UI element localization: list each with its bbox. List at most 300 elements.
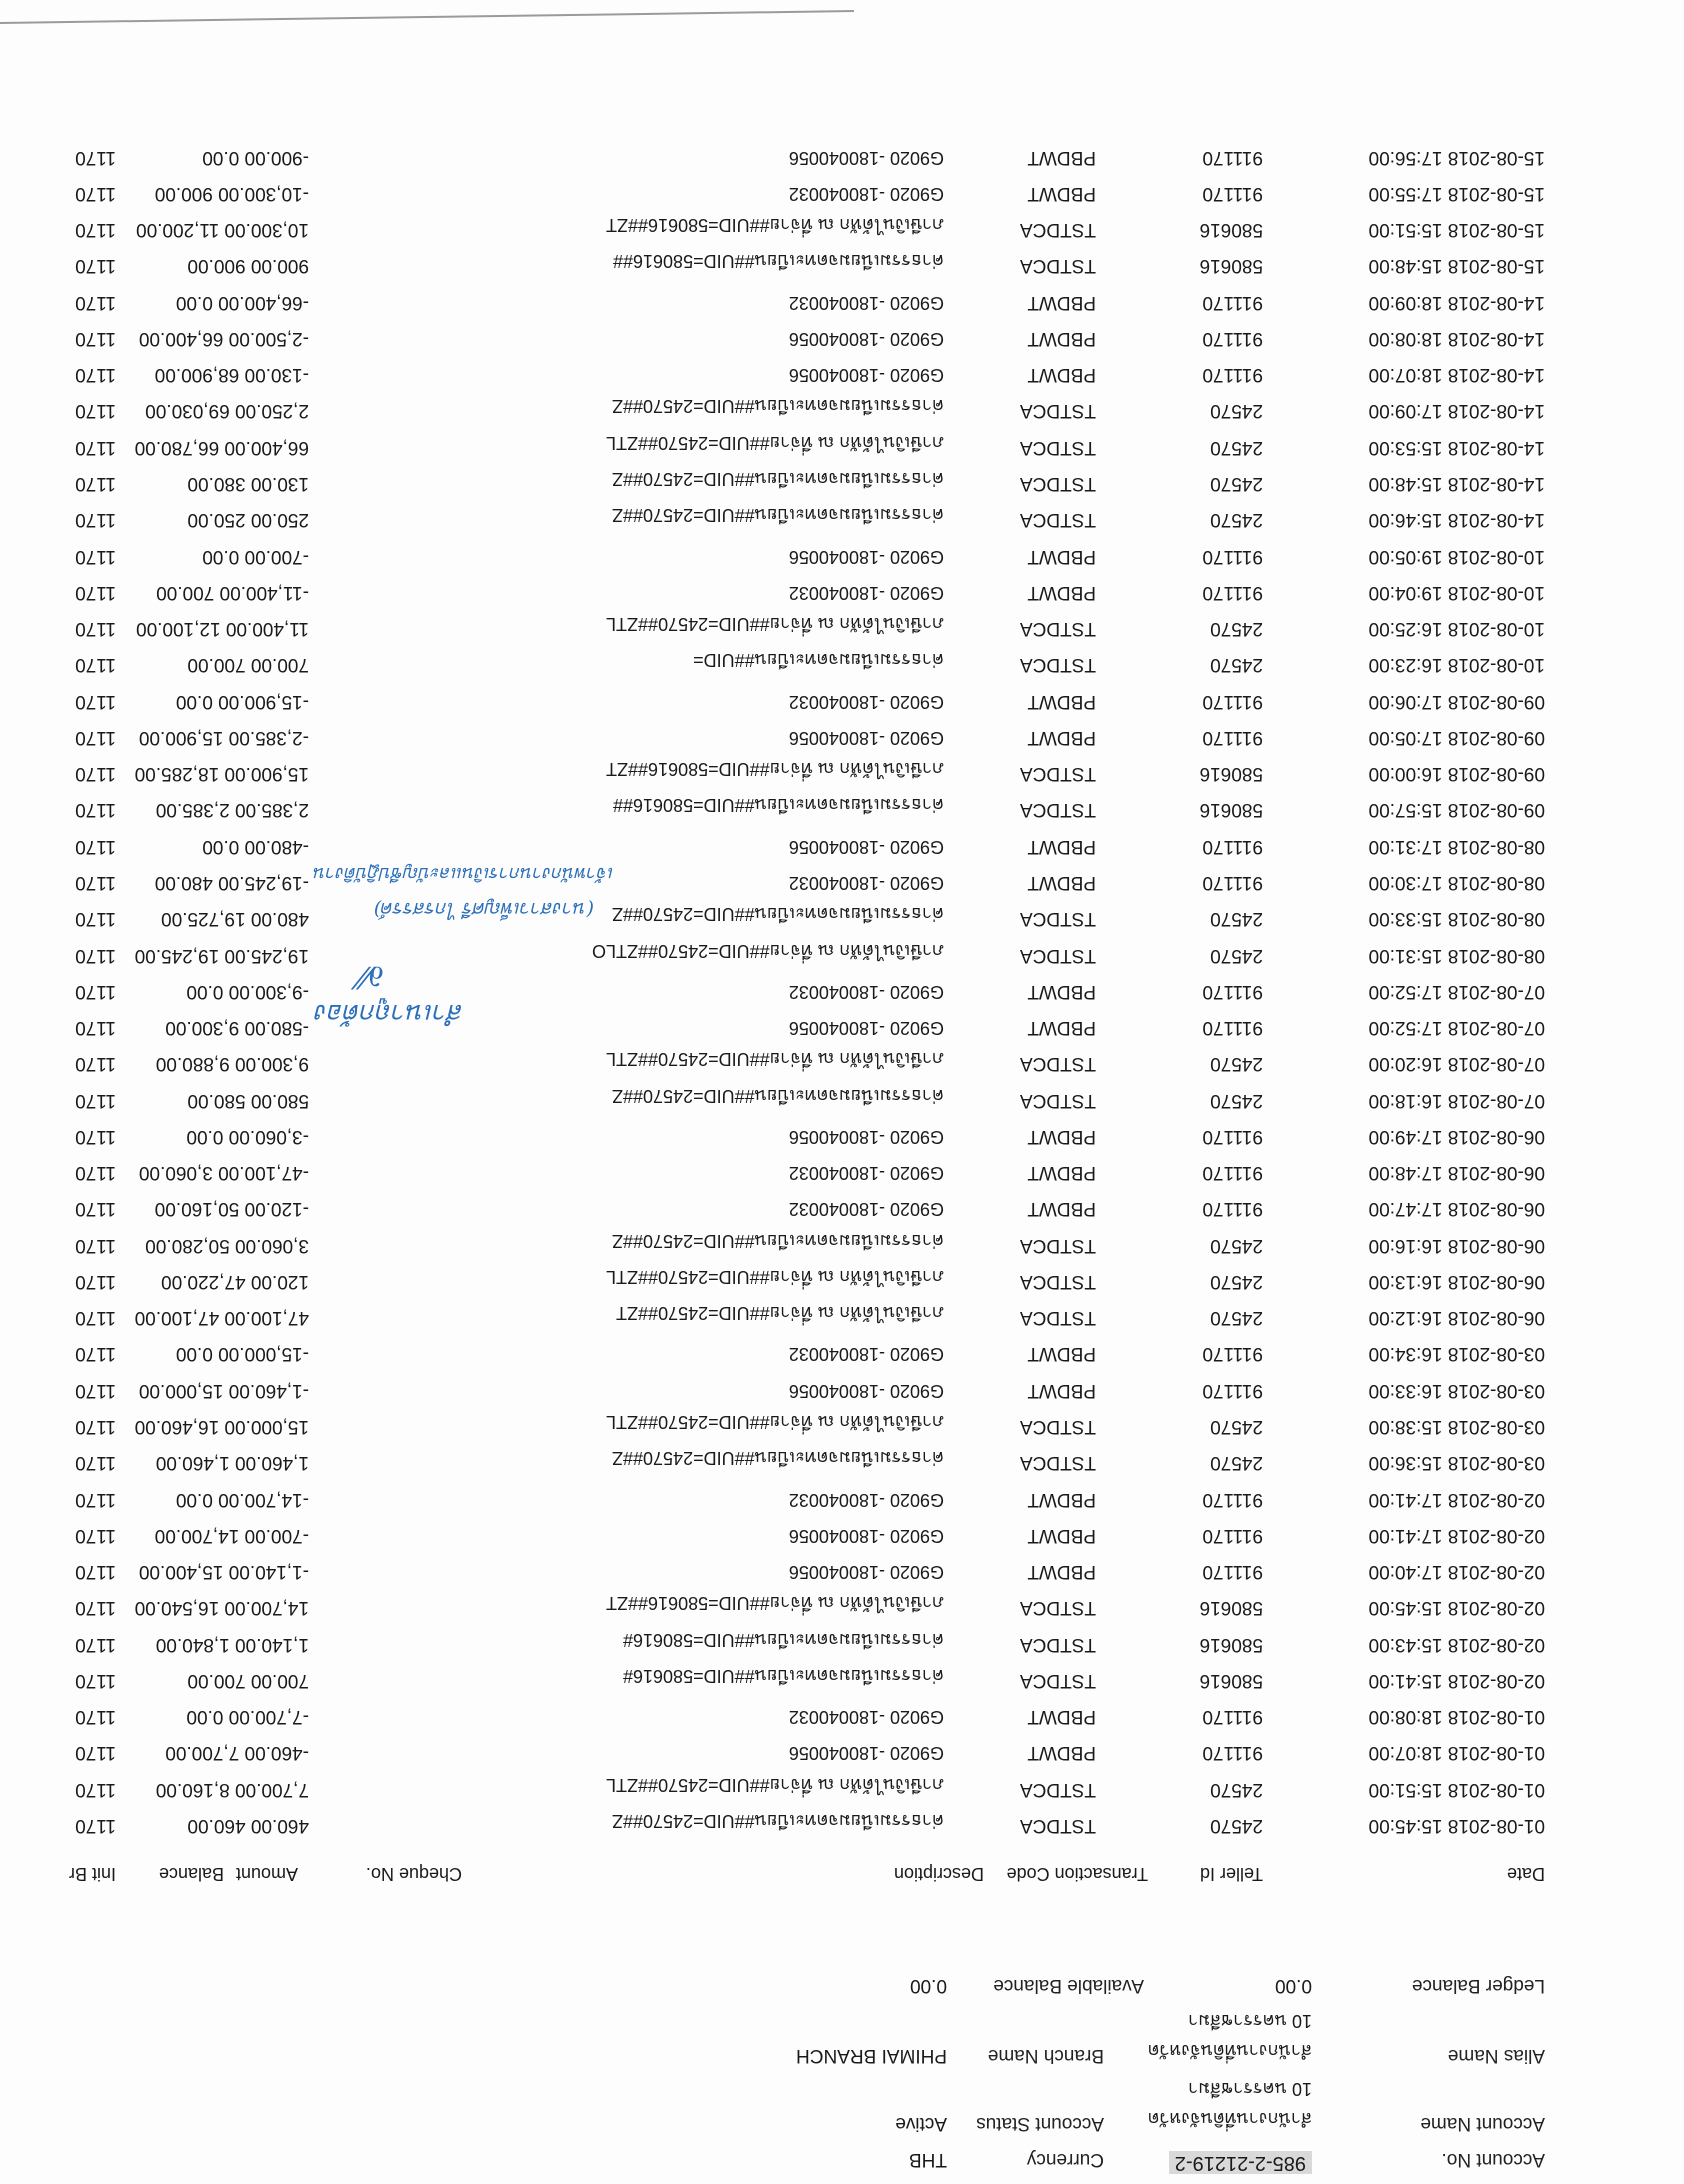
row-transaction-code: TSTDCA — [1020, 944, 1096, 966]
row-teller-id: 911170 — [1202, 1742, 1263, 1764]
row-init-branch: 1170 — [75, 182, 116, 204]
row-date: 07-08-2018 16:18:00 — [1368, 1089, 1545, 1111]
account-status-label: Account Status — [976, 2113, 1104, 2134]
branch-name-value: PHIMAI BRANCH — [796, 2045, 947, 2066]
row-amount-balance — [187, 653, 309, 675]
row-amount-balance — [136, 218, 309, 240]
row-transaction-code: TSTDCA — [1020, 255, 1096, 277]
row-balance: 3,060.00 — [138, 1162, 213, 1184]
row-amount-balance — [145, 1234, 309, 1256]
row-amount: -19,245.00 — [218, 871, 309, 893]
row-transaction-code: TSTDCA — [1020, 799, 1096, 821]
row-transaction-code: TSTDCA — [1020, 1633, 1096, 1655]
row-amount: -15,000.00 — [218, 1343, 309, 1365]
row-transaction-code: PBDWT — [1027, 1125, 1096, 1147]
table-row — [0, 1437, 1684, 1473]
row-description: ค่าธรรมเนียมจดทะเบียน##UID=24570##Z — [611, 505, 944, 526]
row-init-branch: 1170 — [75, 1017, 116, 1039]
row-balance: 700.00 — [187, 654, 246, 676]
row-date: 10-08-2018 19:04:00 — [1368, 581, 1545, 603]
row-init-branch: 1170 — [75, 1270, 116, 1292]
row-amount: 460.00 — [250, 1815, 309, 1836]
row-balance: 11,200.00 — [136, 219, 220, 241]
row-init-branch: 1170 — [75, 944, 116, 966]
row-date: 06-08-2018 16:16:00 — [1368, 1234, 1545, 1256]
row-init-branch: 1170 — [75, 219, 116, 241]
row-amount-balance — [139, 1379, 309, 1401]
row-teller-id: 24570 — [1210, 509, 1263, 531]
row-amount: -1,140.00 — [228, 1561, 309, 1583]
row-teller-id: 911170 — [1202, 1017, 1263, 1039]
row-amount: -66,400.00 — [218, 291, 309, 313]
row-transaction-code: TSTDCA — [1020, 1815, 1096, 1836]
row-init-branch: 1170 — [75, 1452, 116, 1474]
row-teller-id: 24570 — [1210, 618, 1263, 640]
account-status-value: Active — [895, 2113, 947, 2134]
row-date: 14-08-2018 18:07:00 — [1368, 364, 1545, 386]
row-amount: 480.00 — [250, 908, 309, 930]
row-description: ค่าธรรมเนียมจดทะเบียน##UID=24570##Z — [611, 469, 944, 490]
row-transaction-code: PBDWT — [1027, 1162, 1096, 1184]
row-balance: 700.00 — [156, 581, 215, 603]
row-date: 07-08-2018 16:20:00 — [1368, 1053, 1545, 1075]
row-description: G9020 -180040032 — [788, 691, 944, 712]
annotation-line2: เจ้าพนักงานการเงินและบัญชีปฏิบัติงาน — [313, 863, 614, 884]
row-transaction-code: PBDWT — [1027, 182, 1096, 204]
table-row — [0, 1800, 1684, 1836]
row-transaction-code: TSTDCA — [1020, 1452, 1096, 1474]
row-date: 15-08-2018 15:51:00 — [1368, 219, 1545, 241]
row-transaction-code: PBDWT — [1027, 146, 1096, 168]
row-transaction-code: PBDWT — [1027, 690, 1096, 712]
row-amount: -7,700.00 — [228, 1706, 309, 1728]
row-init-branch: 1170 — [75, 908, 116, 930]
row-amount: 1,140.00 — [235, 1633, 309, 1655]
row-teller-id: 24570 — [1210, 400, 1263, 422]
row-amount: 47,100.00 — [224, 1307, 309, 1329]
row-amount-balance — [135, 762, 309, 784]
row-teller-id: 911170 — [1202, 871, 1263, 893]
row-init-branch: 1170 — [75, 291, 116, 313]
row-description: G9020 -180040056 — [788, 1018, 944, 1039]
row-amount-balance — [135, 1596, 309, 1618]
table-row — [0, 1655, 1684, 1691]
row-description: ภาษีเงินได้หัก ณ ที่จ่าย##UID=24570##ZTLO — [592, 940, 944, 961]
row-teller-id: 911170 — [1202, 581, 1263, 603]
row-balance: 9,880.00 — [155, 1053, 230, 1075]
col-header-balance: Balance — [158, 1864, 224, 1884]
row-init-branch: 1170 — [75, 1198, 116, 1220]
row-transaction-code: TSTDCA — [1020, 1053, 1096, 1075]
row-balance: 66,400.00 — [138, 327, 224, 349]
annotation-line3: (นางสาวเพ็ญศรี ไกรสรรค์) — [373, 898, 594, 920]
row-teller-id: 911170 — [1202, 726, 1263, 748]
row-amount: -580.00 — [244, 1017, 309, 1039]
available-balance-label: Available Balance — [993, 1975, 1144, 1996]
row-description: ค่าธรรมเนียมจดทะเบียน##UID=580616## — [612, 795, 944, 816]
row-date: 07-08-2018 17:52:00 — [1368, 1017, 1545, 1039]
row-init-branch: 1170 — [75, 364, 116, 386]
row-teller-id: 24570 — [1210, 1307, 1263, 1329]
table-row — [0, 1510, 1684, 1546]
row-date: 14-08-2018 15:48:00 — [1368, 473, 1545, 495]
row-transaction-code: TSTDCA — [1020, 219, 1096, 241]
row-balance: 0.00 — [175, 690, 213, 712]
row-date: 06-08-2018 17:48:00 — [1368, 1162, 1545, 1184]
row-description: G9020 -180040056 — [788, 727, 944, 748]
row-balance: 15,000.00 — [138, 1379, 224, 1401]
row-balance: 16,540.00 — [134, 1597, 220, 1619]
row-amount: -1,460.00 — [228, 1379, 309, 1401]
row-balance: 0.00 — [186, 1706, 224, 1728]
annotation-line1: สำเนาถูกต้อง — [315, 998, 464, 1028]
row-teller-id: 580616 — [1199, 1633, 1263, 1655]
row-amount-balance — [156, 1778, 309, 1800]
row-transaction-code: PBDWT — [1027, 726, 1096, 748]
row-amount-balance — [165, 1741, 309, 1763]
row-description: G9020 -180040056 — [788, 1525, 944, 1546]
row-transaction-code: TSTDCA — [1020, 618, 1096, 640]
row-amount-balance — [176, 291, 309, 313]
row-amount: 120.00 — [250, 1270, 309, 1292]
row-description: G9020 -180040056 — [788, 546, 944, 567]
row-amount-balance — [186, 1705, 309, 1727]
row-amount: -700.00 — [244, 1524, 309, 1546]
row-date: 14-08-2018 18:08:00 — [1368, 327, 1545, 349]
row-amount-balance — [135, 1415, 309, 1437]
row-balance: 47,100.00 — [134, 1307, 220, 1329]
table-row — [0, 1111, 1684, 1147]
row-teller-id: 911170 — [1202, 980, 1263, 1002]
row-init-branch: 1170 — [75, 1633, 116, 1655]
row-amount-balance — [176, 1343, 309, 1365]
row-init-branch: 1170 — [75, 1669, 116, 1691]
row-init-branch: 1170 — [75, 400, 116, 422]
row-description: G9020 -180040032 — [788, 1489, 944, 1510]
row-balance: 2,385.00 — [155, 799, 230, 821]
row-transaction-code: TSTDCA — [1020, 908, 1096, 930]
row-balance: 1,840.00 — [155, 1633, 230, 1655]
row-transaction-code: TSTDCA — [1020, 1416, 1096, 1438]
row-amount: -14,700.00 — [218, 1488, 309, 1510]
row-date: 01-08-2018 18:08:00 — [1368, 1706, 1545, 1728]
col-header-code: Transaction Code — [1006, 1864, 1148, 1884]
row-balance: 12,100.00 — [136, 618, 221, 640]
row-date: 01-08-2018 15:51:00 — [1368, 1778, 1545, 1800]
row-init-branch: 1170 — [75, 473, 116, 495]
alias-name-line1: สำนักงานที่ดินจังหวัด — [1147, 2041, 1312, 2061]
row-amount-balance — [187, 1814, 309, 1836]
row-teller-id: 911170 — [1202, 835, 1263, 857]
row-description: ค่าธรรมเนียมจดทะเบียน##UID=24570##Z — [611, 1230, 944, 1251]
row-amount-balance — [187, 472, 309, 494]
row-date: 02-08-2018 15:41:00 — [1368, 1669, 1545, 1691]
row-teller-id: 580616 — [1199, 255, 1263, 277]
row-date: 03-08-2018 15:36:00 — [1368, 1452, 1545, 1474]
row-init-branch: 1170 — [75, 1742, 116, 1764]
row-amount: 66,400.00 — [224, 436, 309, 458]
row-transaction-code: PBDWT — [1027, 1198, 1096, 1220]
row-init-branch: 1170 — [75, 690, 116, 712]
row-date: 10-08-2018 16:25:00 — [1368, 618, 1545, 640]
row-teller-id: 24570 — [1210, 654, 1263, 676]
row-transaction-code: PBDWT — [1027, 1742, 1096, 1764]
col-header-amount: Amount — [235, 1864, 298, 1884]
row-teller-id: 911170 — [1202, 182, 1263, 204]
row-description: ภาษีเงินได้หัก ณ ที่จ่าย##UID=24570##ZTL — [606, 1049, 944, 1070]
row-teller-id: 580616 — [1199, 219, 1263, 241]
row-balance: 900.00 — [154, 182, 213, 204]
row-amount: -130.00 — [244, 364, 309, 386]
row-balance: 0.00 — [202, 146, 240, 168]
table-row — [0, 494, 1684, 530]
table-row — [0, 1220, 1684, 1256]
row-transaction-code: PBDWT — [1027, 1524, 1096, 1546]
row-balance: 460.00 — [187, 1815, 246, 1836]
row-amount-balance — [136, 617, 309, 639]
row-amount: 11,400.00 — [225, 618, 309, 640]
row-date: 06-08-2018 16:13:00 — [1368, 1270, 1545, 1292]
row-amount: 1,460.00 — [235, 1452, 309, 1474]
row-balance: 16,460.00 — [134, 1416, 220, 1438]
table-row — [0, 1365, 1684, 1401]
row-teller-id: 580616 — [1199, 763, 1263, 785]
row-balance: 0.00 — [202, 545, 240, 567]
row-teller-id: 911170 — [1202, 1198, 1263, 1220]
row-transaction-code: PBDWT — [1027, 581, 1096, 603]
table-row — [0, 748, 1684, 784]
row-date: 09-08-2018 17:05:00 — [1368, 726, 1545, 748]
row-balance: 0.00 — [186, 980, 224, 1002]
row-init-branch: 1170 — [75, 1597, 116, 1619]
row-teller-id: 24570 — [1210, 473, 1263, 495]
row-balance: 50,280.00 — [145, 1234, 230, 1256]
row-init-branch: 1170 — [75, 436, 116, 458]
row-init-branch: 1170 — [75, 1561, 116, 1583]
row-init-branch: 1170 — [75, 509, 116, 531]
table-row — [0, 1546, 1684, 1582]
row-transaction-code: PBDWT — [1027, 1706, 1096, 1728]
row-transaction-code: PBDWT — [1027, 545, 1096, 567]
table-row — [0, 603, 1684, 639]
row-amount: 250.00 — [250, 509, 309, 531]
row-description: ภาษีเงินได้หัก ณ ที่จ่าย##UID=24570##ZTL — [606, 1774, 944, 1795]
row-description: G9020 -180040032 — [788, 1163, 944, 1184]
row-date: 14-08-2018 18:09:00 — [1368, 291, 1545, 313]
row-amount-balance — [139, 327, 309, 349]
row-amount: -11,400.00 — [219, 581, 309, 603]
row-date: 06-08-2018 16:12:00 — [1368, 1307, 1545, 1329]
row-teller-id: 911170 — [1202, 291, 1263, 313]
row-teller-id: 911170 — [1202, 364, 1263, 386]
row-transaction-code: PBDWT — [1027, 1343, 1096, 1365]
table-row — [0, 676, 1684, 712]
row-amount-balance — [202, 545, 309, 567]
row-init-branch: 1170 — [75, 980, 116, 1002]
row-teller-id: 24570 — [1210, 1270, 1263, 1292]
row-description: ภาษีเงินได้หัก ณ ที่จ่าย##UID=24570##ZTL — [606, 1412, 944, 1433]
row-amount-balance — [156, 1633, 309, 1655]
row-amount: 3,060.00 — [235, 1234, 309, 1256]
row-description: ค่าธรรมเนียมจดทะเบียน##UID=580616# — [622, 1665, 944, 1686]
row-teller-id: 911170 — [1202, 1162, 1263, 1184]
row-transaction-code: TSTDCA — [1020, 1307, 1096, 1329]
row-balance: 68,900.00 — [154, 364, 240, 386]
row-transaction-code: TSTDCA — [1020, 1234, 1096, 1256]
row-init-branch: 1170 — [75, 871, 116, 893]
row-transaction-code: PBDWT — [1027, 1379, 1096, 1401]
row-init-branch: 1170 — [75, 1053, 116, 1075]
row-balance: 900.00 — [187, 255, 246, 277]
row-amount-balance — [187, 254, 309, 276]
row-teller-id: 911170 — [1202, 1561, 1263, 1583]
row-description: G9020 -180040056 — [788, 147, 944, 168]
row-transaction-code: TSTDCA — [1020, 1270, 1096, 1292]
row-description: G9020 -180040056 — [788, 1562, 944, 1583]
row-amount: 15,000.00 — [224, 1416, 309, 1438]
row-teller-id: 911170 — [1202, 1125, 1263, 1147]
row-balance: 250.00 — [187, 509, 246, 531]
row-description: G9020 -180040032 — [788, 292, 944, 313]
row-amount: 700.00 — [250, 1669, 309, 1691]
table-row — [0, 385, 1684, 421]
table-row — [0, 1038, 1684, 1074]
row-description: G9020 -180040032 — [788, 981, 944, 1002]
currency-value: THB — [909, 2149, 947, 2170]
row-amount: -2,500.00 — [228, 327, 309, 349]
row-amount: -3,060.00 — [228, 1125, 309, 1147]
table-row — [0, 1183, 1684, 1219]
row-description: G9020 -180040056 — [788, 836, 944, 857]
row-description: ภาษีเงินได้หัก ณ ที่จ่าย##UID=580616##ZT — [606, 215, 944, 236]
row-init-branch: 1170 — [75, 835, 116, 857]
branch-name-label: Branch Name — [987, 2045, 1104, 2066]
row-date: 02-08-2018 15:43:00 — [1368, 1633, 1545, 1655]
row-amount: -47,100.00 — [218, 1162, 309, 1184]
row-init-branch: 1170 — [75, 1343, 116, 1365]
row-balance: 18,285.00 — [134, 763, 220, 785]
row-init-branch: 1170 — [75, 618, 116, 640]
row-amount: 14,700.00 — [224, 1597, 309, 1619]
row-teller-id: 911170 — [1202, 690, 1263, 712]
row-balance: 14,700.00 — [154, 1524, 240, 1546]
row-description: ค่าธรรมเนียมจดทะเบียน##UID=24570##Z — [611, 904, 944, 925]
row-amount: -460.00 — [244, 1742, 309, 1764]
row-date: 01-08-2018 18:07:00 — [1368, 1742, 1545, 1764]
row-teller-id: 911170 — [1202, 545, 1263, 567]
row-date: 07-08-2018 17:52:00 — [1368, 980, 1545, 1002]
row-init-branch: 1170 — [75, 763, 116, 785]
row-teller-id: 24570 — [1210, 1778, 1263, 1800]
row-amount: 900.00 — [250, 255, 309, 277]
row-amount: 15,900.00 — [224, 763, 309, 785]
row-amount-balance — [187, 1669, 309, 1691]
table-row — [0, 1474, 1684, 1510]
row-init-branch: 1170 — [75, 1778, 116, 1800]
row-transaction-code: TSTDCA — [1020, 436, 1096, 458]
row-amount: -700.00 — [244, 545, 309, 567]
row-teller-id: 24570 — [1210, 944, 1263, 966]
row-teller-id: 911170 — [1202, 327, 1263, 349]
row-init-branch: 1170 — [75, 1089, 116, 1111]
row-description: ค่าธรรมเนียมจดทะเบียน##UID=24570##Z — [611, 1811, 944, 1831]
row-description: G9020 -180040032 — [788, 1199, 944, 1220]
row-date: 08-08-2018 17:30:00 — [1368, 871, 1545, 893]
row-description: G9020 -180040032 — [788, 582, 944, 603]
row-description: ค่าธรรมเนียมจดทะเบียน##UID=24570##Z — [611, 396, 944, 417]
row-balance: 0.00 — [202, 835, 240, 857]
col-header-branch: Init Br — [68, 1864, 116, 1884]
row-date: 03-08-2018 16:34:00 — [1368, 1343, 1545, 1365]
table-row — [0, 132, 1684, 168]
table-row — [0, 1292, 1684, 1328]
table-row — [0, 1764, 1684, 1800]
row-description: ค่าธรรมเนียมจดทะเบียน##UID= — [693, 650, 944, 671]
row-balance: 66,780.00 — [134, 436, 220, 458]
row-init-branch: 1170 — [75, 1379, 116, 1401]
row-description: ค่าธรรมเนียมจดทะเบียน##UID=24570##Z — [611, 1448, 944, 1469]
row-transaction-code: TSTDCA — [1020, 1669, 1096, 1691]
table-row — [0, 277, 1684, 313]
row-amount-balance — [135, 436, 309, 458]
row-amount: 19,245.00 — [224, 944, 309, 966]
row-amount: 9,300.00 — [235, 1053, 309, 1075]
row-description: G9020 -180040056 — [788, 1126, 944, 1147]
row-transaction-code: PBDWT — [1027, 1561, 1096, 1583]
row-init-branch: 1170 — [75, 1706, 116, 1728]
row-transaction-code: TSTDCA — [1020, 654, 1096, 676]
certification-annotation — [234, 834, 614, 1034]
row-amount: -900.00 — [244, 146, 309, 168]
available-balance-value: 0.00 — [910, 1975, 947, 1996]
row-amount-balance — [155, 1197, 309, 1219]
row-balance: 19,725.00 — [161, 908, 246, 930]
table-row — [0, 1329, 1684, 1365]
table-row — [0, 1727, 1684, 1763]
row-description: ภาษีเงินได้หัก ณ ที่จ่าย##UID=24570##ZTL — [606, 614, 944, 635]
row-amount-balance — [139, 1560, 309, 1582]
row-description: ภาษีเงินได้หัก ณ ที่จ่าย##UID=24570##ZT — [616, 1303, 944, 1324]
row-date: 15-08-2018 15:48:00 — [1368, 255, 1545, 277]
table-row — [0, 458, 1684, 494]
table-row — [0, 531, 1684, 567]
row-transaction-code: TSTDCA — [1020, 400, 1096, 422]
row-date: 06-08-2018 17:47:00 — [1368, 1198, 1545, 1220]
row-date: 01-08-2018 15:45:00 — [1368, 1815, 1545, 1836]
account-no-value: 985-2-21219-2 — [1169, 2151, 1312, 2174]
table-row — [0, 422, 1684, 458]
row-date: 03-08-2018 16:33:00 — [1368, 1379, 1545, 1401]
row-amount: -120.00 — [244, 1198, 309, 1220]
row-description: G9020 -180040032 — [788, 872, 944, 893]
row-transaction-code: TSTDCA — [1020, 1089, 1096, 1111]
row-teller-id: 911170 — [1202, 1343, 1263, 1365]
col-header-teller: Teller Id — [1199, 1864, 1263, 1884]
row-amount-balance — [176, 1488, 309, 1510]
row-balance: 480.00 — [154, 871, 213, 893]
row-date: 06-08-2018 17:49:00 — [1368, 1125, 1545, 1147]
table-row — [0, 349, 1684, 385]
row-description: G9020 -180040032 — [788, 183, 944, 204]
row-date: 15-08-2018 17:56:00 — [1368, 146, 1545, 168]
row-init-branch: 1170 — [75, 1307, 116, 1329]
row-init-branch: 1170 — [75, 1416, 116, 1438]
table-row — [0, 639, 1684, 675]
ledger-balance-label: Ledger Balance — [1411, 1975, 1545, 1996]
row-balance: 15,400.00 — [138, 1561, 224, 1583]
row-init-branch: 1170 — [75, 1488, 116, 1510]
table-row — [0, 712, 1684, 748]
